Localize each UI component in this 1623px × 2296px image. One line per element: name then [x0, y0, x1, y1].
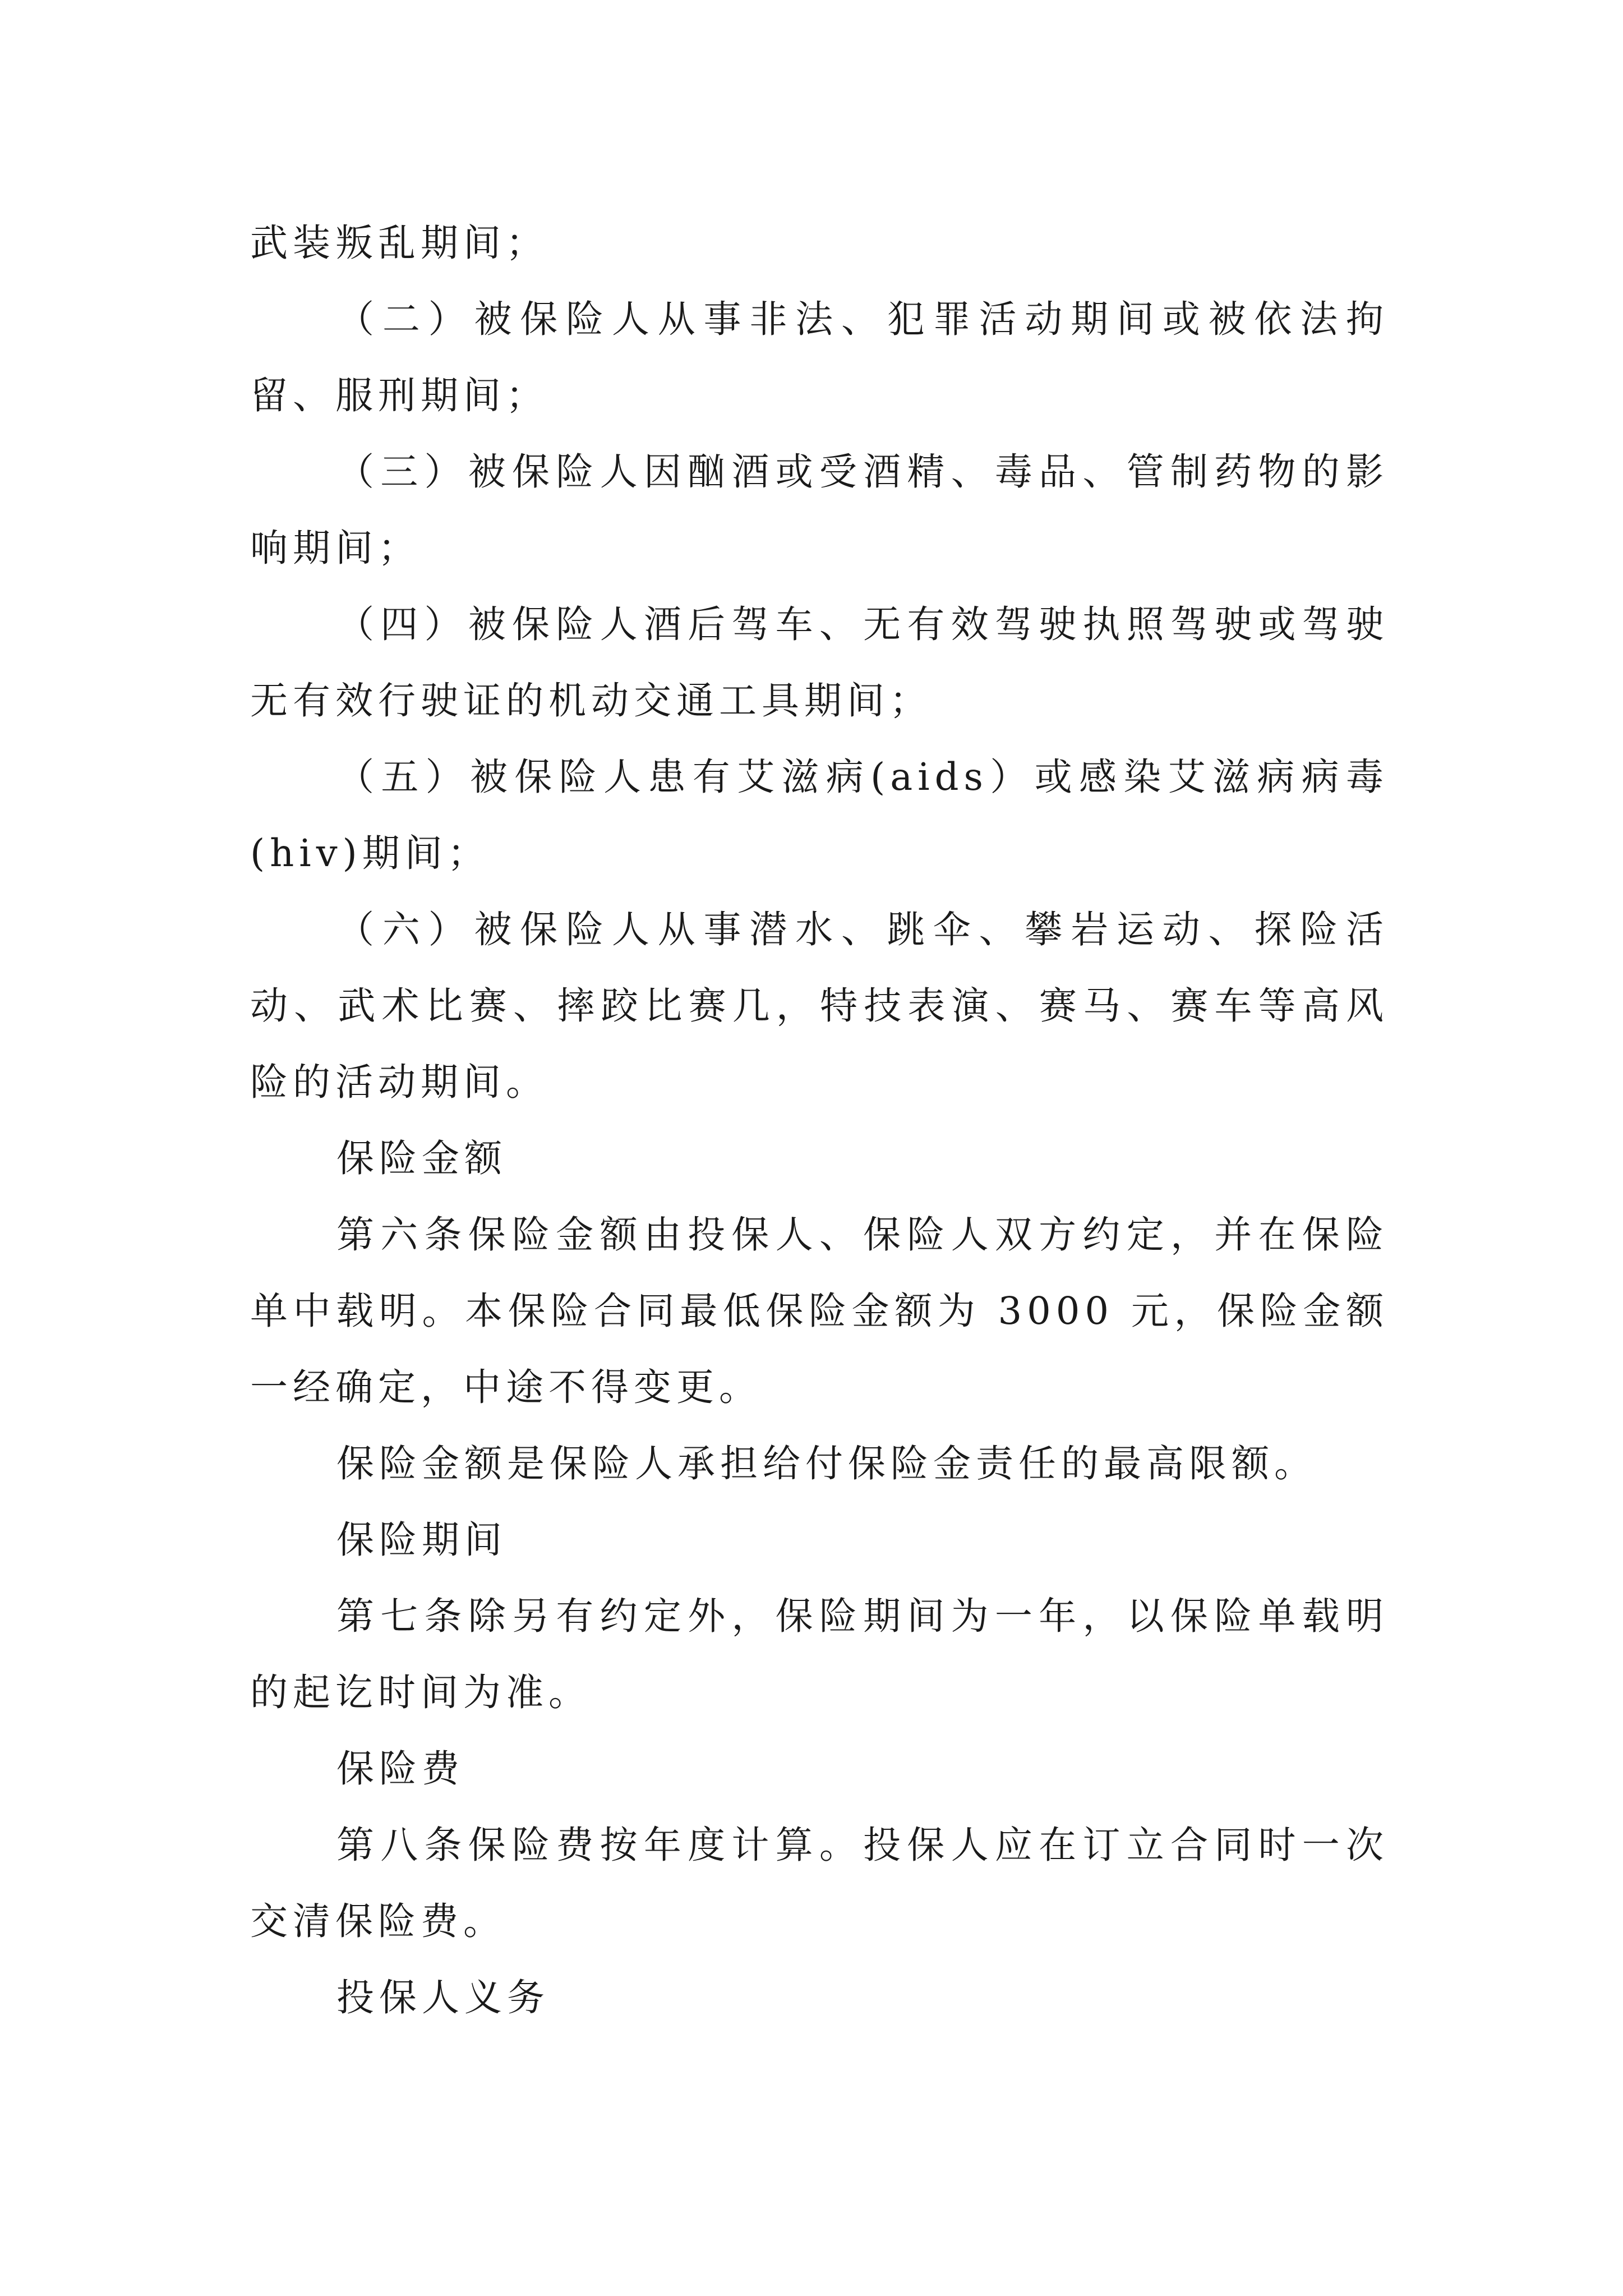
paragraph-article-7: 第七条除另有约定外，保险期间为一年，以保险单载明的起讫时间为准。: [250, 1594, 1389, 1714]
paragraph-exclusion-4: （四）被保险人酒后驾车、无有效驾驶执照驾驶或驾驶无有效行驶证的机动交通工具期间；: [250, 602, 1389, 723]
paragraph-exclusion-6: （六）被保险人从事潜水、跳伞、攀岩运动、探险活动、武术比赛、摔跤比赛几，特技表演、赛马、赛车等高风险的活动期间。: [250, 908, 1389, 1104]
paragraph-exclusion-5: （五）被保险人患有艾滋病(aids）或感染艾滋病病毒(hiv)期间；: [250, 755, 1389, 875]
document-body: [250, 205, 1389, 2036]
paragraph-article-6: 第六条保险金额由投保人、保险人双方约定，并在保险单中载明。本保险合同最低保险金额为 3000 元，保险金额一经确定，中途不得变更。: [250, 1213, 1389, 1409]
paragraph-exclusion-2: （二）被保险人从事非法、犯罪活动期间或被依法拘留、服刑期间；: [250, 297, 1389, 417]
paragraph-armed-rebellion-tail: 武装叛乱期间；: [250, 221, 548, 265]
section-heading-premium: 保险费: [336, 1747, 464, 1791]
paragraph-sum-insured-limit: 保险金额是保险人承担给付保险金责任的最高限额。: [336, 1442, 1317, 1485]
section-heading-insurance-period: 保险期间: [336, 1518, 507, 1562]
paragraph-article-8: 第八条保险费按年度计算。投保人应在订立合同时一次交清保险费。: [250, 1823, 1389, 1943]
section-heading-sum-insured: 保险金额: [336, 1137, 507, 1180]
paragraph-exclusion-3: （三）被保险人因酗酒或受酒精、毒品、管制药物的影响期间；: [250, 450, 1389, 570]
section-heading-policyholder-obligations: 投保人义务: [336, 1976, 550, 2019]
